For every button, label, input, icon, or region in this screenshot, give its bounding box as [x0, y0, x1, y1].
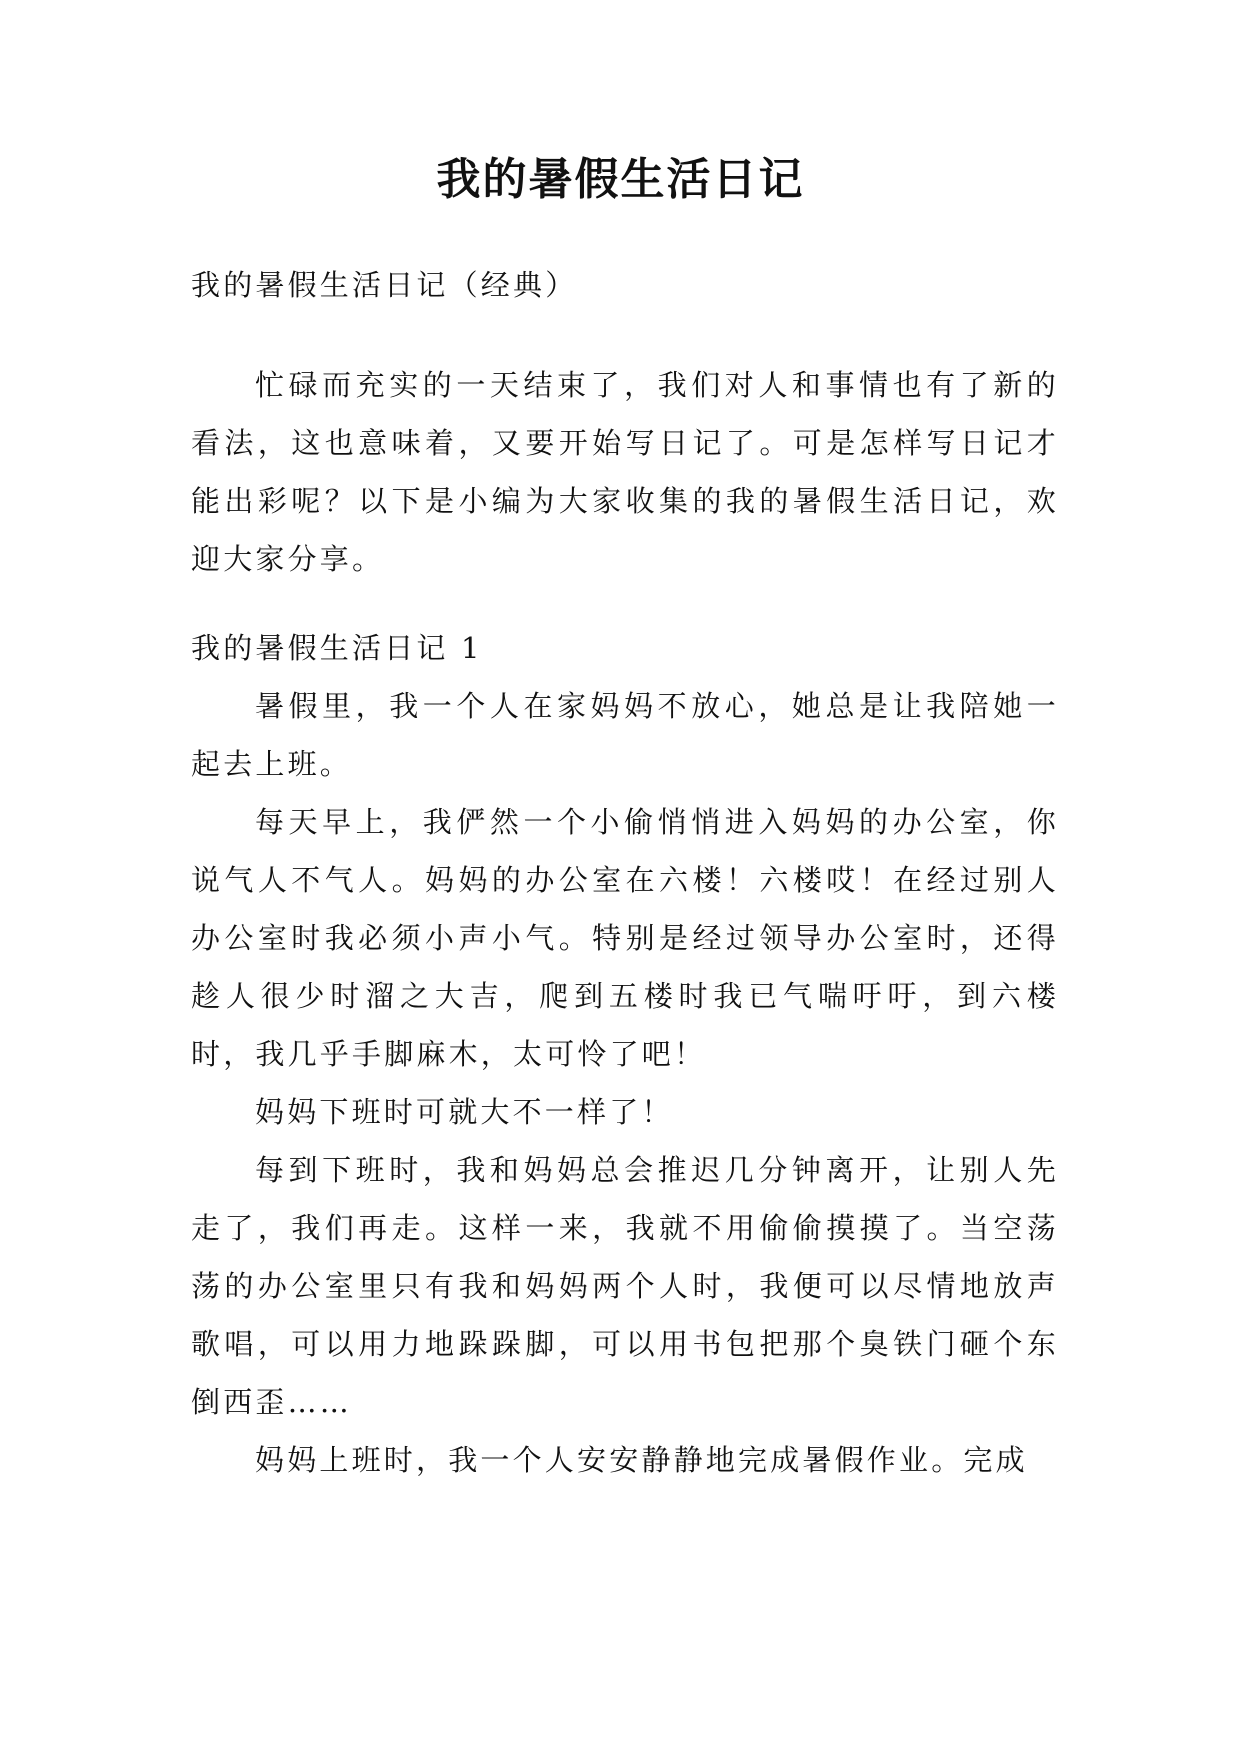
body-paragraph: 妈妈上班时，我一个人安安静静地完成暑假作业。完成 [255, 1443, 1028, 1477]
body-paragraph: 暑假里，我一个人在家妈妈不放心，她总是让我陪她一起去上班。 [191, 689, 1059, 781]
body-paragraph: 每到下班时，我和妈妈总会推迟几分钟离开，让别人先走了，我们再走。这样一来，我就不用偷偷摸摸了。当空荡荡的办公室里只有我和妈妈两个人时，我便可以尽情地放声歌唱，可以用力地跺跺脚，可以用书包把那个臭铁门砸个东倒西歪…… [191, 1153, 1059, 1419]
document-subtitle-block [191, 256, 1059, 314]
body-paragraph: 每天早上，我俨然一个小偷悄悄进入妈妈的办公室，你说气人不气人。妈妈的办公室在六楼！六楼哎！在经过别人办公室时我必须小声小气。特别是经过领导办公室时，还得趁人很少时溜之大吉，爬到五楼时我已气喘吁吁，到六楼时，我几乎手脚麻木，太可怜了吧！ [191, 805, 1059, 1071]
intro-block [191, 356, 1059, 588]
intro-paragraph: 忙碌而充实的一天结束了，我们对人和事情也有了新的看法，这也意味着，又要开始写日记了。可是怎样写日记才能出彩呢？以下是小编为大家收集的我的暑假生活日记，欢迎大家分享。 [191, 368, 1059, 576]
section-heading: 我的暑假生活日记 1 [191, 631, 483, 665]
body-paragraph: 妈妈下班时可就大不一样了！ [255, 1095, 674, 1129]
document-subtitle: 我的暑假生活日记（经典） [191, 268, 578, 302]
section-block [191, 619, 1059, 1489]
document-title: 我的暑假生活日记 [436, 154, 805, 205]
